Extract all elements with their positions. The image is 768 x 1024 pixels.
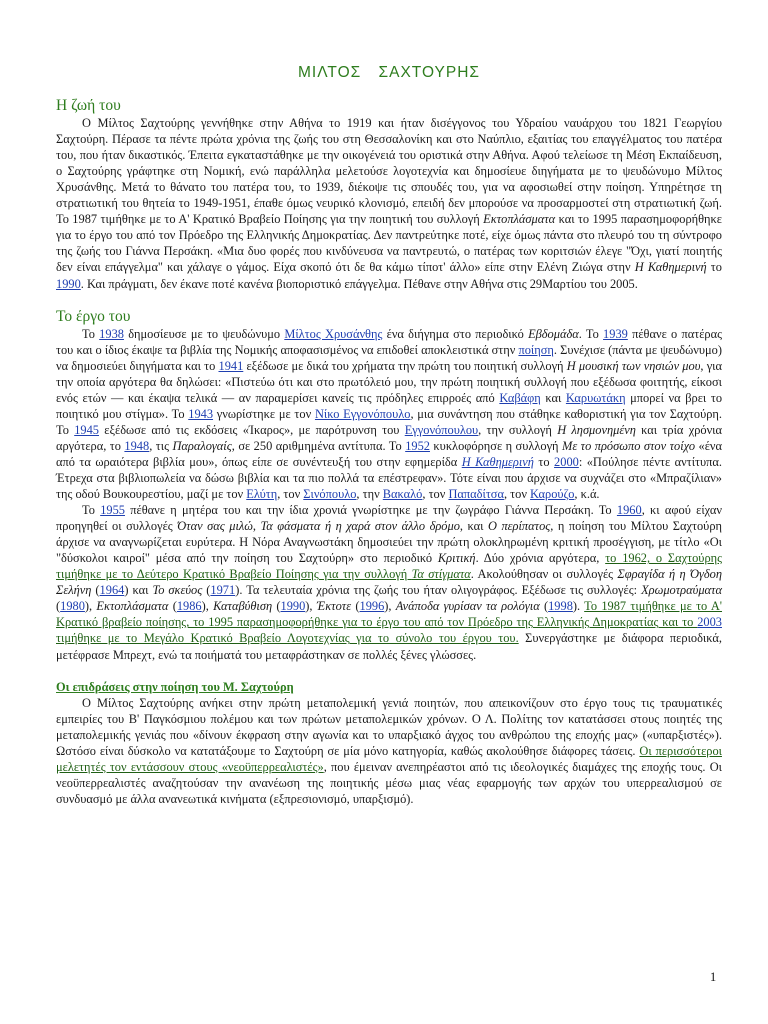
text: το [706,260,722,275]
section-heading-work: Το έργο του [56,307,131,325]
text: , κ.ά. [574,487,600,502]
text: . Το [578,326,604,341]
text: ). [572,599,585,614]
link-pseudonym[interactable]: Μίλτος Χρυσάνθης [284,326,383,341]
link-1941[interactable]: 1941 [218,358,244,373]
neosurrealists-text: Οι περισσότεροι μελετητές τον εντάσσουν στους «νεοϋπερρεαλιστές» [56,743,722,774]
text: Το [82,326,100,341]
book-title: Έκτοτε [316,599,352,614]
text: Ο Μίλτος Σαχτούρης ανήκει στην πρώτη μεταπολεμική γενιά ποιητών, που απεικονίζουν στο έργο τους τις τραυματικές εμπειρίες του Β' Παγκόσμιου πολέμου και των πρώτων μεταπολεμικών χρόνων. Ο Λ. Πολίτης τον κατατάσσει στους ποιητές της μεταπολεμικής γενιάς που «δίνουν έκφραση στην αγωνία και το υπαρξιακό άγχος του ανθρώπου της εποχής μας» («υπαρξιστές»). Ωστόσο είναι δύσκολο να κατατάξουμε το Σαχτούρη σε μία μόνο κατηγορία, καθώς ακολούθησε διάφορες τάσεις. [56,695,722,758]
book-title: Σφραγίδα ή η Όγδοη Σελήνη [56,567,722,598]
text: , τον [503,487,531,502]
link-1990[interactable]: 1990 [56,276,81,291]
text: . Και πράγματι, δεν έκανε ποτέ κανένα βιοποριστικό επάγγελμα. Πέθανε στην Αθήνα στις 29Μαρτίου του 2005. [80,276,638,291]
link-1938[interactable]: 1938 [99,326,124,341]
book-title: Με το πρόσωπο στον τοίχο [562,438,696,453]
text: ), [305,599,317,614]
link-1945[interactable]: 1945 [74,422,99,437]
life-paragraph [56,115,722,292]
link-1996[interactable]: 1996 [359,599,385,614]
section-heading-influences: Οι επιδράσεις στην ποίηση του Μ. Σαχτούρη [56,679,294,694]
link-1960[interactable]: 1960 [616,503,642,518]
text: μπορεί να βρει το ποιητικό μου στίγμα». Το [56,390,723,421]
page-number: 1 [710,970,717,984]
text: , την συλλογή [478,422,558,437]
text: . Ακολούθησαν οι συλλογές [470,567,618,582]
award-1962-text: το 1962, ο Σαχτούρης τιμήθηκε με το Δεύτερο Κρατικό Βραβείο Ποίησης για την συλλογή [56,551,723,582]
text: «ένα από τα ωραιότερα βιβλία μου», όπως είπε σε συνέντευξή του στην εφημερίδα [56,438,722,469]
link-poetry[interactable]: ποίηση [518,342,554,357]
text: και [540,390,566,405]
book-title: Όταν σας μιλώ [177,519,253,534]
page-title: ΜΙΛΤΟΣ ΣΑΧΤΟΥΡΗΣ [297,64,480,81]
text: , τον [277,487,304,502]
text: Το [82,503,101,518]
link-1952[interactable]: 1952 [405,438,430,453]
link-sinopoulos[interactable]: Σινόπουλο [303,487,357,502]
text: . Συνέχισε (πάντα με ψευδώνυμο) να δημοσιεύει διηγήματα και το [56,342,722,373]
text: ). Τα τελευταία χρόνια της ζωής του ήταν ολιγογράφος. Εξέδωσε τις συλλογές: [235,583,642,598]
text: ( [56,599,61,614]
link-1939[interactable]: 1939 [603,326,628,341]
text: ), [201,599,214,614]
text: ), [384,599,396,614]
link-1948[interactable]: 1948 [124,438,150,453]
link-cavafy[interactable]: Καβάφη [499,390,541,405]
link-1998[interactable]: 1998 [548,599,573,614]
link-1943[interactable]: 1943 [188,406,214,421]
link-engonopoulos[interactable]: Νίκο Εγγονόπουλο [314,406,411,421]
link-vakalo[interactable]: Βακαλό [382,487,423,502]
text: και το 1995 παρασημοφορήθηκε για το έργο του από τον Πρόεδρο της Ελληνικής Δημοκρατίας. Δεν παντρεύτηκε ποτέ, είχε όμως πάντα στο πλευρό του τη σύντροφο της ζωής του Γιάννα Περσάκη. «Μια δυο φορές που κινδύνευσα να παντρευτώ, ο πατέρας των κοριτσιών έλεγε "Όχι, γιατί ποιητής δεν είναι επάγγελμα" και χάλαγε ο γάμος. Είχα σκοπό ότι δε θα κάμω τίποτ' άλλο» είπε στην Ελένη Ζιώγα στην [56,212,722,275]
text: , για την οποία αργότερα θα δηλώσει: «Πιστεύω ότι και στο πρωτόλειό μου, την πρώτη ποιητική συλλογή που εξέδωσα φοιτητής, είκοσι ενός ετών — και έκαψα τελικά — αν παραμερίσει κανείς τις πρόδηλες επιρροές από [56,358,722,405]
link-1955[interactable]: 1955 [100,503,125,518]
text: , σε 250 αριθμημένα αντίτυπα. Το [231,438,406,453]
book-title: Χρωμοτραύματα [641,583,722,598]
link-1971[interactable]: 1971 [210,583,236,598]
text: : «Πούλησε πέντε αντίτυπα. Έτρεχα στα βιβλιοπωλεία να δώσω βιβλία και τα πιο πολλά τα επέστρεφαν». Τότε είναι που άρχισε να συχνάζει στο «Μπραζίλιαν» της οδού Βουκουρεστίου, μαζί με τον [56,454,722,502]
book-title: Ο περίπατος [487,519,551,534]
awards-text: Το 1987 τιμήθηκε με το Α' Κρατικό βραβείο ποίησης, το 1995 παρασημοφορήθηκε για το έργο του από τον Πρόεδρο της Ελληνικής Δημοκρατίας και το [56,599,723,630]
book-title: Τα στίγματα [411,567,471,582]
text: γνωρίστηκε με τον [213,406,315,421]
text: , την [356,487,383,502]
text: και τρία χρόνια αργότερα, το [56,422,723,453]
work-paragraph-1 [56,326,722,503]
text: ( [539,599,549,614]
influences-paragraph [56,695,722,807]
text: ένα διήγημα στο περιοδικό [382,326,529,341]
text: ) και [124,583,153,598]
link-2003[interactable]: 2003 [697,615,722,630]
link-engonopoulou[interactable]: Εγγονόπουλου [404,422,479,437]
awards-text: τιμήθηκε με το Μεγάλο Κρατικό Βραβείο Λογοτεχνίας για το σύνολο του έργου του. [56,631,519,646]
text: ( [272,599,281,614]
book-title: Εκτοπλάσματα [483,212,556,227]
text: , και [459,519,488,534]
text: ( [91,583,100,598]
book-title: Ανάποδα γυρίσαν τα ρολόγια [395,599,540,614]
text: ), [84,599,97,614]
text: Συνεργάστηκε με διάφορα περιοδικά, μετέφρασε Μπρεχτ, ενώ τα ποιήματά του μεταφράστηκαν σε πολλές ξένες γλώσσες. [56,631,722,662]
link-kathimerini[interactable]: Η Καθημερινή [461,454,534,469]
book-title: Καταβύθιση [213,599,273,614]
link-1964[interactable]: 1964 [99,583,125,598]
magazine-title: Κριτική [437,551,476,566]
text: εξέδωσε με δικά του χρήματα την πρώτη του ποιητική συλλογή [243,358,567,373]
text: πέθανε η μητέρα του και την ίδια χρονιά γνωρίστηκε με την ζωγράφο Γιάννα Περσάκη. Το [124,503,617,518]
text: εξέδωσε από τις εκδόσεις «Ίκαρος», με παρότρυνση του [98,422,405,437]
magazine-title: Εβδομάδα [528,326,579,341]
book-title: Η λησμονημένη [557,422,636,437]
text: , [252,519,261,534]
book-title: Τα φάσματα ή η χαρά στον άλλο δρόμο [260,519,460,534]
link-papaditsas[interactable]: Παπαδίτσα [448,487,504,502]
text: , τον [422,487,449,502]
text: δημοσίευσε με το ψευδώνυμο [123,326,285,341]
text: ( [168,599,177,614]
section-heading-life: Η ζωή του [56,97,121,115]
text: ( [202,583,211,598]
link-1980[interactable]: 1980 [60,599,85,614]
text: , μια συνάντηση που στάθηκε καθοριστική για τον Σαχτούρη. Το [56,406,722,437]
link-karyotakis[interactable]: Καρυωτάκη [565,390,626,405]
link-1990-b[interactable]: 1990 [280,599,306,614]
work-paragraph-2 [56,502,722,662]
text: κυκλοφόρησε η συλλογή [429,438,563,453]
book-title: Παραλογαίς [172,438,232,453]
link-elytis[interactable]: Ελύτη [246,487,278,502]
link-1986[interactable]: 1986 [176,599,202,614]
text: το [533,454,555,469]
link-2000[interactable]: 2000 [554,454,579,469]
text: Ο Μίλτος Σαχτούρης γεννήθηκε στην Αθήνα το 1919 και ήταν δισέγγονος του Υδραίου ναυάρχου του 1821 Γεωργίου Σαχτούρη. Πέρασε τα πέντε πρώτα χρόνια της ζωής του στη Θεσσαλονίκη και στο Ναύπλιο, εξαιτίας του επαγγέλματος του πατέρα του, που ήταν δικαστικός. Έπειτα εγκαταστάθηκε με την οικογένειά του οριστικά στην Αθήνα. Αφού τελείωσε τη Μέση Εκπαίδευση, ο Σαχτούρης γράφτηκε στη Νομική, ενώ παράλληλα μελετούσε λογοτεχνία και δημοσίευε διηγήματα με το ψευδώνυμο Μίλτος Χρυσάνθης. Μετά το θάνατο του πατέρα του, το 1939, διέκοψε τις σπουδές του, για να αφοσιωθεί στην ποίηση. Υπηρέτησε τη στρατιωτική του θητεία το 1949-1951, έπαθε όμως νευρικό κλονισμό, επειδή δεν μπορούσε να προσαρμοστεί στη στρατιωτική ζωή. Το 1987 τιμήθηκε με το Α' Κρατικό Βραβείο Ποίησης για την ποιητική του συλλογή [56,116,722,227]
document-page [56,60,722,807]
book-title: Το σκεύος [152,583,203,598]
text: , κι αφού είχαν προηγηθεί οι συλλογές [56,503,723,534]
text: πέθανε ο πατέρας του και ο ίδιος έκαψε τα βιβλία της Νομικής αποφασισμένος να επιδοθεί αποκλειστικά στην [56,326,722,357]
text: , που έμειναν ανεπηρέαστοι από τις ιδεολογικές διαμάχες της εποχής τους. Οι νεοϋπερρεαλιστές αναζητούσαν την ανανέωση της ποιητικής μέσω μιας νέας εφαρμογής των αρχών του υπερρεαλισμού σε συνδυασμό με άλλα ανανεωτικά κινήματα (εξπρεσιονισμό, υπαρξισμό). [56,759,722,806]
newspaper-title: Η Καθημερινή [634,260,707,275]
book-title: Εκτοπλάσματα [96,599,169,614]
text: ( [351,599,360,614]
text: , η ποίηση του Μίλτου Σαχτούρη άρχισε να αναγνωρίζεται ευρύτερα. Η Νόρα Αναγνωστάκη δημοσιεύει την πρώτη ολοκληρωμένη κριτική προσέγγιση, με τίτλο «Οι "δύσκολοι καιροί" μέσα από την ποίηση του Σαχτούρη» στο περιοδικό [56,519,722,566]
link-karouzos[interactable]: Καρούζο [530,487,575,502]
text: . Δύο χρόνια αργότερα, [475,551,606,566]
book-title: Η μουσική των νησιών μου [566,358,701,373]
text: , τις [149,438,173,453]
